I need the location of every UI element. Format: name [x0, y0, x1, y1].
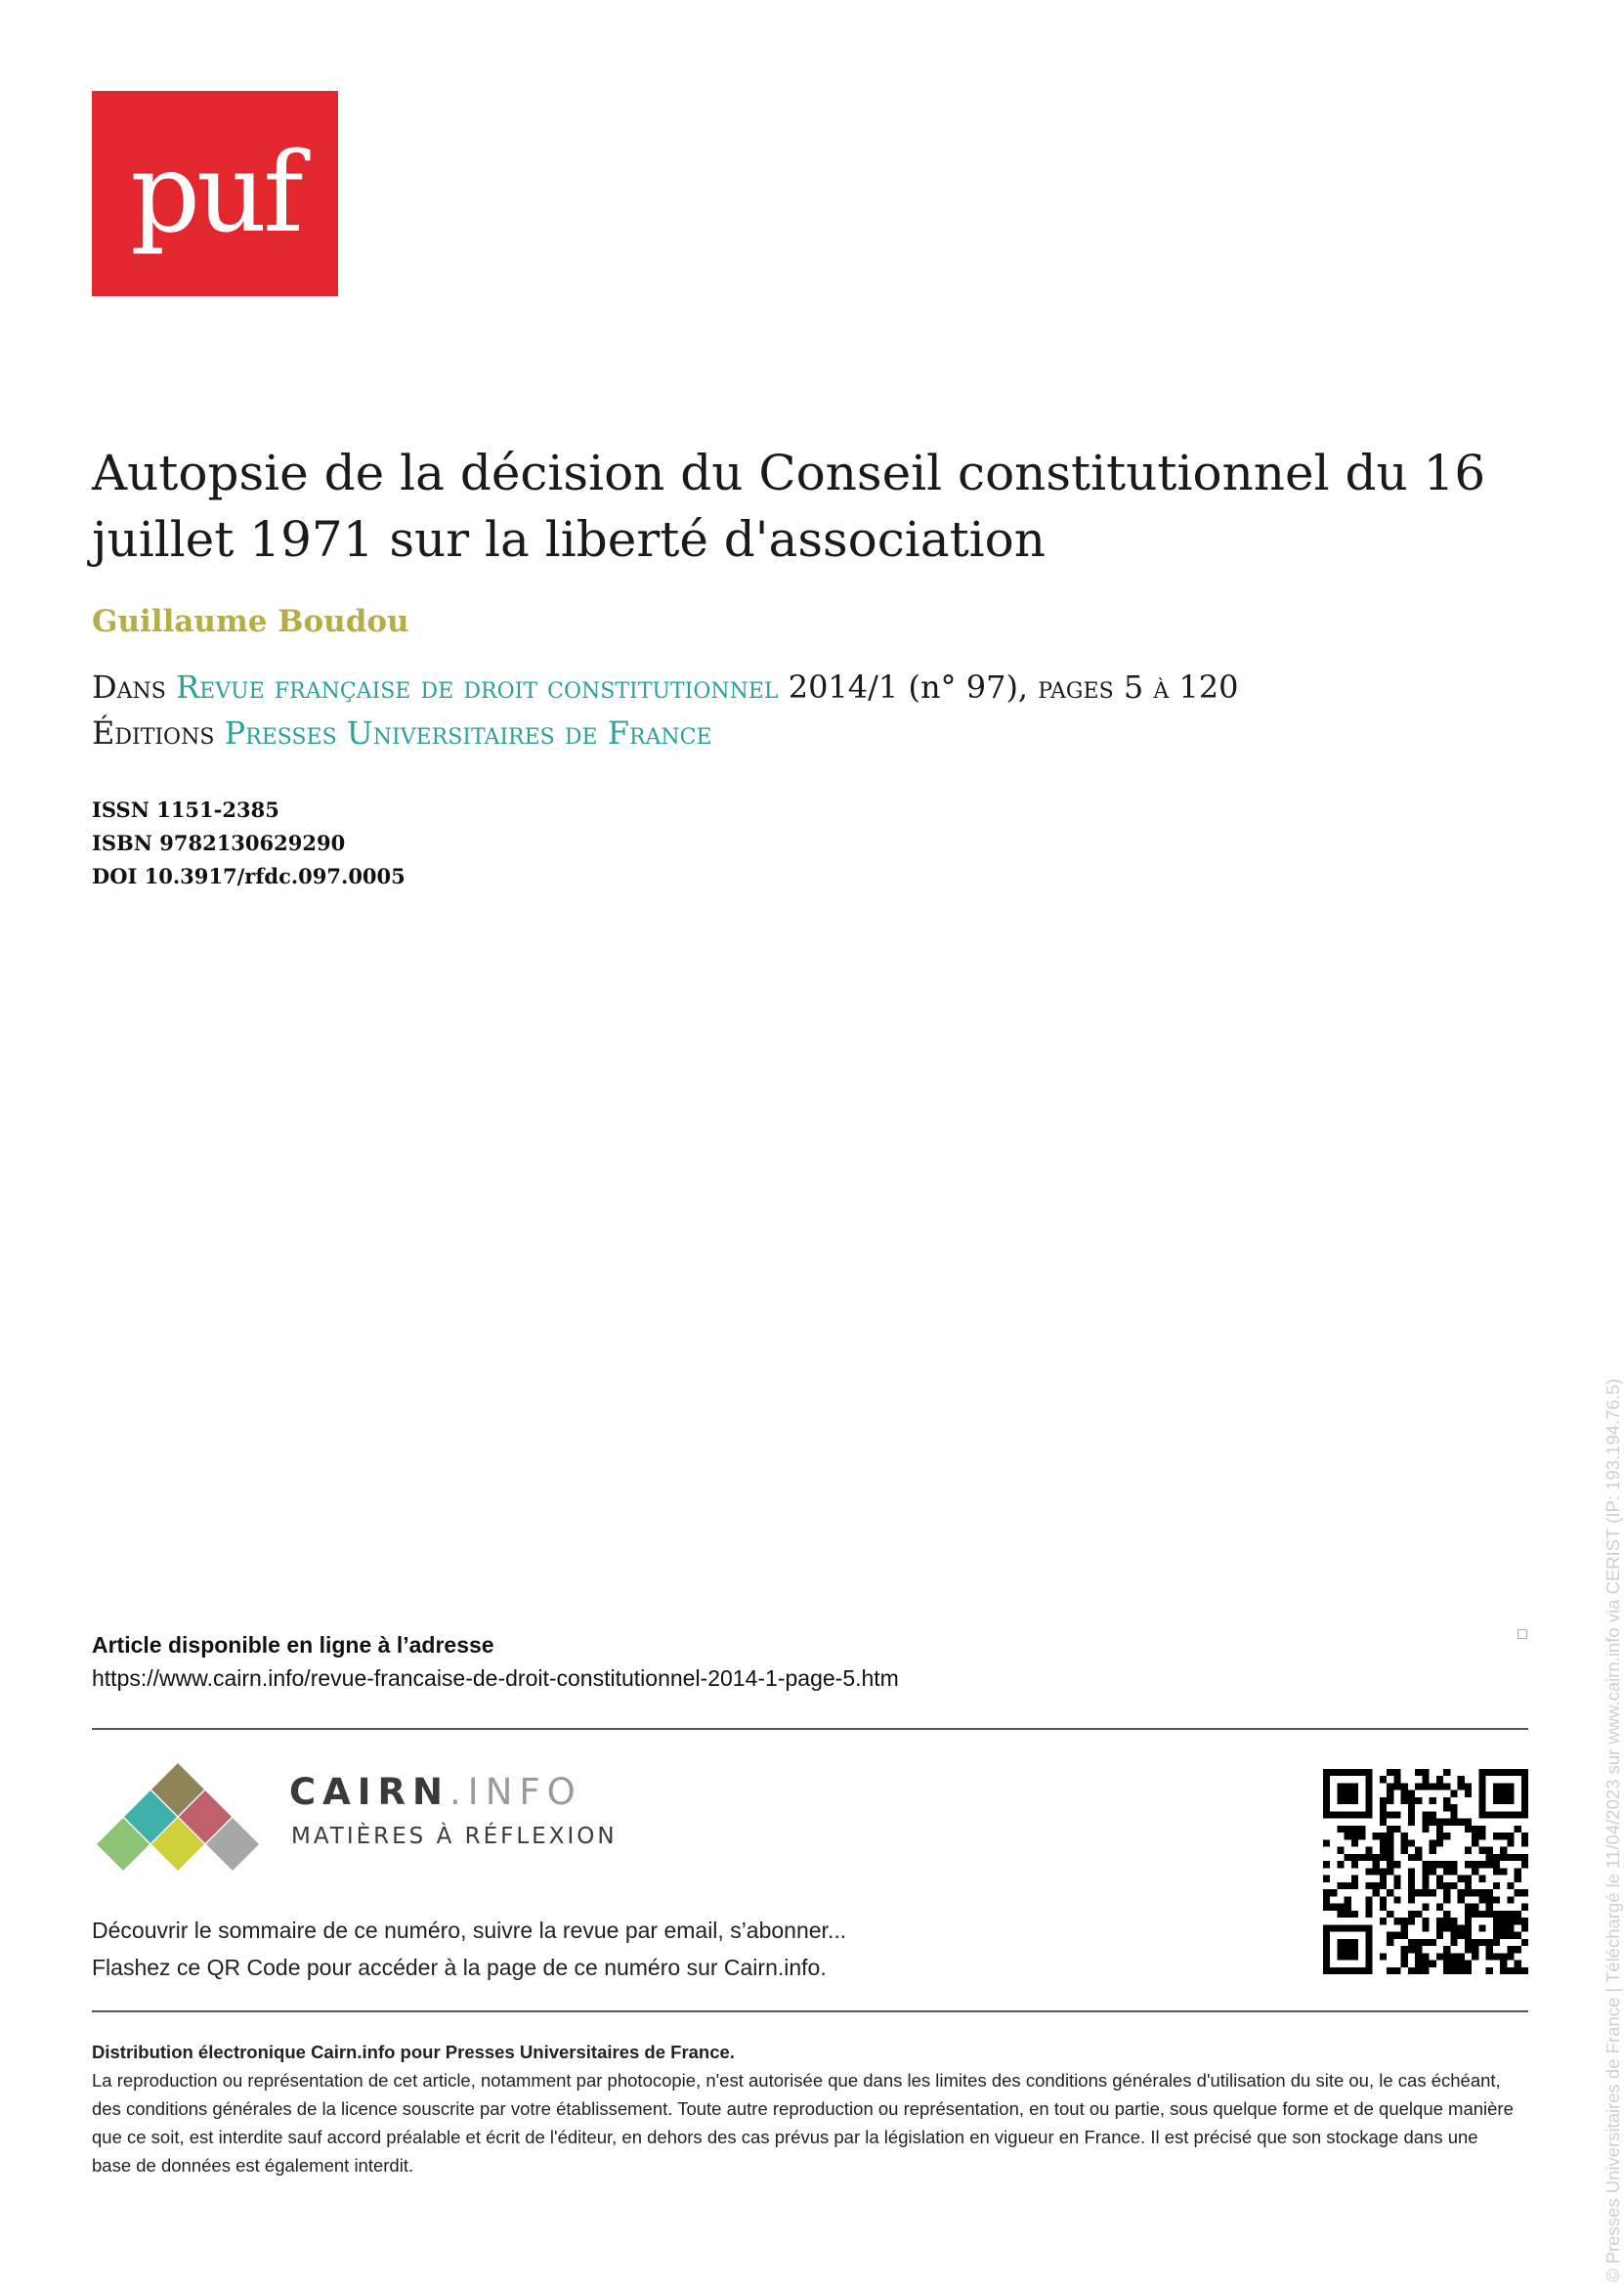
availability: [92, 1628, 899, 1695]
availability-label: Article disponible en ligne à l’adresse: [92, 1632, 494, 1658]
issn-value: 1151-2385: [156, 798, 279, 822]
identifiers: [92, 794, 406, 893]
puf-logo: [92, 91, 338, 296]
doi-value: 10.3917/rfdc.097.0005: [144, 864, 406, 888]
cairn-suffix: .INFO: [449, 1771, 582, 1813]
discover-line-1: Découvrir le sommaire de ce numéro, suivre la revue par email, s’abonner...: [92, 1918, 847, 1943]
cairn-name: CAIRN: [289, 1771, 450, 1813]
divider-bottom: [92, 2010, 1528, 2012]
doi-label: DOI: [92, 864, 138, 888]
discover-text: [92, 1912, 846, 1986]
divider-top: [92, 1728, 1528, 1730]
legal-notice: [92, 2038, 1518, 2179]
isbn-value: 9782130629290: [159, 831, 346, 855]
issue-link[interactable]: 2014/1 (n° 97): [788, 669, 1018, 706]
article-title: Autopsie de la décision du Conseil constitutionnel du 16 juillet 1971 sur la liberté d'association: [92, 445, 1486, 568]
editions-label: Éditions: [92, 714, 215, 752]
publisher-line: [92, 714, 712, 752]
download-watermark: © Presses Universitaires de France | Téléchargé le 11/04/2023 sur www.cairn.info via CERIST (IP: 193.194.76.5): [1603, 1378, 1623, 2282]
publication-line: [92, 669, 1238, 706]
puf-logo-text: puf: [130, 130, 300, 257]
journal-link[interactable]: Revue française de droit constitutionnel: [176, 669, 779, 706]
issn-row: [92, 794, 406, 827]
cairn-tagline: MATIÈRES À RÉFLEXION: [291, 1824, 618, 1849]
dans-label: Dans: [92, 669, 166, 706]
legal-body: La reproduction ou représentation de cet article, notamment par photocopie, n'est autorisée que dans les limites des conditions générales d'utilisation du site ou, le cas échéant, des conditions générales de la licence souscrite par votre établissement. Toute autre reproduction ou représentation, en tout ou partie, sous quelque forme et de quelque manière que ce soit, est interdite sauf accord préalable et écrit de l'éditeur, en dehors des cas prévus par la législation en vigueur en France. Il est précisé que son stockage dans une base de données est également interdit.: [92, 2070, 1514, 2176]
discover-line-2: Flashez ce QR Code pour accéder à la page de ce numéro sur Cairn.info.: [92, 1955, 827, 1980]
author-name[interactable]: Guillaume Boudou: [92, 604, 409, 639]
isbn-row: [92, 827, 406, 860]
issn-label: ISSN: [92, 798, 150, 822]
legal-heading: Distribution électronique Cairn.info pour Presses Universitaires de France.: [92, 2042, 735, 2062]
article-url-link[interactable]: https://www.cairn.info/revue-francaise-de-droit-constitutionnel-2014-1-page-5.htm: [92, 1665, 899, 1691]
isbn-label: ISBN: [92, 831, 152, 855]
qr-code[interactable]: [1323, 1769, 1528, 1974]
small-square-mark: [1517, 1629, 1527, 1639]
cairn-diamonds-logo: [90, 1759, 266, 1876]
cairn-wordmark: [289, 1771, 582, 1813]
doi-row: [92, 860, 406, 893]
pages-text: , pages 5 à 120: [1017, 669, 1239, 706]
publisher-link[interactable]: Presses Universitaires de France: [224, 714, 712, 752]
